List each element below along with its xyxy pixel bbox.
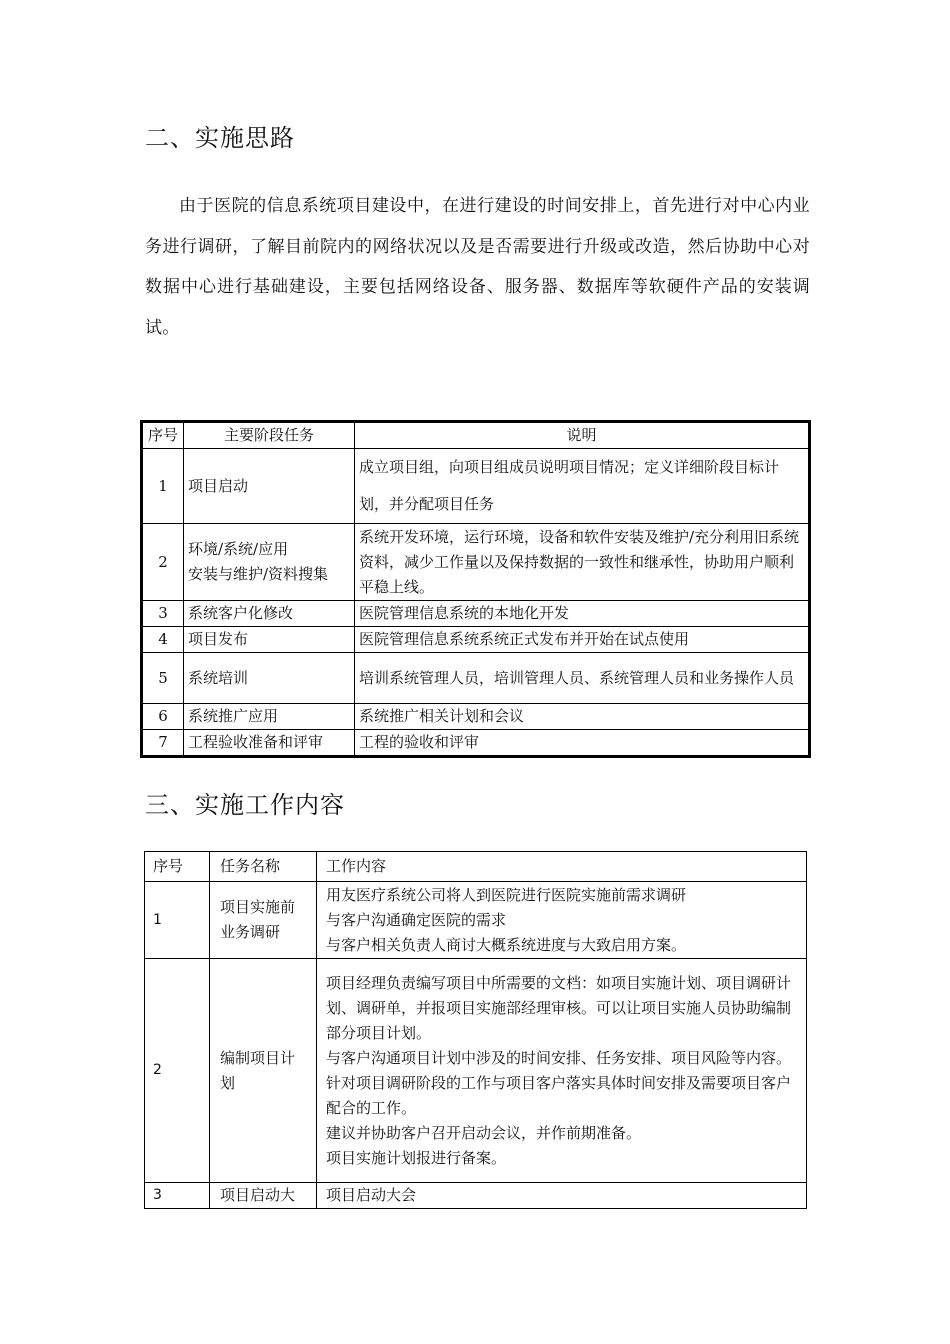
row-name-line: 项目实施前 bbox=[220, 898, 296, 916]
content-line: 与客户沟通项目计划中涉及的时间安排、任务安排、项目风险等内容。 bbox=[326, 1048, 792, 1067]
row-no: 3 bbox=[145, 1183, 210, 1209]
row-name-line: 编制项目计 bbox=[220, 1048, 296, 1067]
row-content bbox=[317, 959, 807, 1183]
row-desc: 系统开发环境，运行环境，设备和软件安装及维护/充分利用旧系统资料，减少工作量以及保持数据的一致性和继承性，协助用户顺利平稳上线。 bbox=[355, 524, 810, 601]
table-row bbox=[145, 882, 807, 959]
row-task bbox=[184, 524, 355, 601]
header-cell-no: 序号 bbox=[142, 422, 184, 449]
phase-table bbox=[140, 420, 811, 758]
content-line: 与客户相关负责人商讨大概系统进度与大致启用方案。 bbox=[326, 935, 687, 954]
row-no: 2 bbox=[142, 524, 184, 601]
row-name-line: 业务调研 bbox=[220, 923, 281, 941]
row-no: 2 bbox=[145, 959, 210, 1183]
table-row bbox=[145, 1183, 807, 1209]
table-row bbox=[145, 959, 807, 1183]
row-desc: 医院管理信息系统的本地化开发 bbox=[355, 601, 810, 627]
row-desc: 工程的验收和评审 bbox=[355, 730, 810, 757]
content-line: 与客户沟通确定医院的需求 bbox=[326, 910, 507, 929]
row-name: 项目启动大 bbox=[210, 1183, 317, 1209]
row-task-line: 环境/系统/应用 bbox=[188, 540, 289, 558]
table-row bbox=[142, 704, 810, 730]
table-row bbox=[142, 524, 810, 601]
row-name bbox=[210, 882, 317, 959]
row-task: 系统客户化修改 bbox=[184, 601, 355, 627]
row-no: 7 bbox=[142, 730, 184, 757]
row-no: 4 bbox=[142, 627, 184, 653]
row-no: 1 bbox=[142, 449, 184, 524]
section3-heading: 三、实施工作内容 bbox=[145, 791, 345, 819]
row-no: 1 bbox=[145, 882, 210, 959]
row-content bbox=[317, 882, 807, 959]
work-content-table bbox=[144, 851, 807, 1209]
row-desc: 医院管理信息系统系统正式发布并开始在试点使用 bbox=[355, 627, 810, 653]
table-row bbox=[142, 730, 810, 757]
content-line: 用友医疗系统公司将人到医院进行医院实施前需求调研 bbox=[326, 885, 687, 904]
row-task-line: 安装与维护/资料搜集 bbox=[188, 565, 329, 583]
content-line: 项目实施计划报进行备案。 bbox=[326, 1148, 507, 1167]
table-row bbox=[142, 601, 810, 627]
content-line: 针对项目调研阶段的工作与项目客户落实具体时间安排及需要项目客户配合的工作。 bbox=[326, 1073, 792, 1117]
row-name bbox=[210, 959, 317, 1183]
header-cell-content: 工作内容 bbox=[317, 852, 807, 882]
table-row bbox=[142, 627, 810, 653]
row-no: 5 bbox=[142, 653, 184, 704]
row-desc: 培训系统管理人员，培训管理人员、系统管理人员和业务操作人员 bbox=[355, 653, 810, 704]
content-line: 建议并协助客户召开启动会议，并作前期准备。 bbox=[326, 1123, 642, 1142]
header-cell-desc: 说明 bbox=[355, 422, 810, 449]
row-task: 系统培训 bbox=[184, 653, 355, 704]
table-row bbox=[142, 653, 810, 704]
row-desc: 成立项目组，向项目组成员说明项目情况；定义详细阶段目标计划，并分配项目任务 bbox=[355, 449, 810, 524]
header-cell-no: 序号 bbox=[145, 852, 210, 882]
row-name-line: 划 bbox=[220, 1073, 236, 1092]
row-desc: 系统推广相关计划和会议 bbox=[355, 704, 810, 730]
header-cell-name: 任务名称 bbox=[210, 852, 317, 882]
section2-paragraph: 由于医院的信息系统项目建设中，在进行建设的时间安排上，首先进行对中心内业务进行调研，了解目前院内的网络状况以及是否需要进行升级或改造，然后协助中心对数据中心进行基础建设，主要包括网络设备、服务器、数据库等软硬件产品的安装调试。 bbox=[145, 196, 810, 338]
table-header-row bbox=[142, 422, 810, 449]
table-header-row bbox=[145, 852, 807, 882]
row-content: 项目启动大会 bbox=[317, 1183, 807, 1209]
row-task: 系统推广应用 bbox=[184, 704, 355, 730]
section2-heading: 二、实施思路 bbox=[145, 124, 295, 152]
header-cell-task: 主要阶段任务 bbox=[184, 422, 355, 449]
row-no: 6 bbox=[142, 704, 184, 730]
row-task: 项目启动 bbox=[184, 449, 355, 524]
row-no: 3 bbox=[142, 601, 184, 627]
row-task: 工程验收准备和评审 bbox=[184, 730, 355, 757]
content-line: 项目经理负责编写项目中所需要的文档：如项目实施计划、项目调研计划、调研单，并报项目实施部经理审核。可以让项目实施人员协助编制部分项目计划。 bbox=[326, 973, 792, 1042]
row-task: 项目发布 bbox=[184, 627, 355, 653]
table-row bbox=[142, 449, 810, 524]
